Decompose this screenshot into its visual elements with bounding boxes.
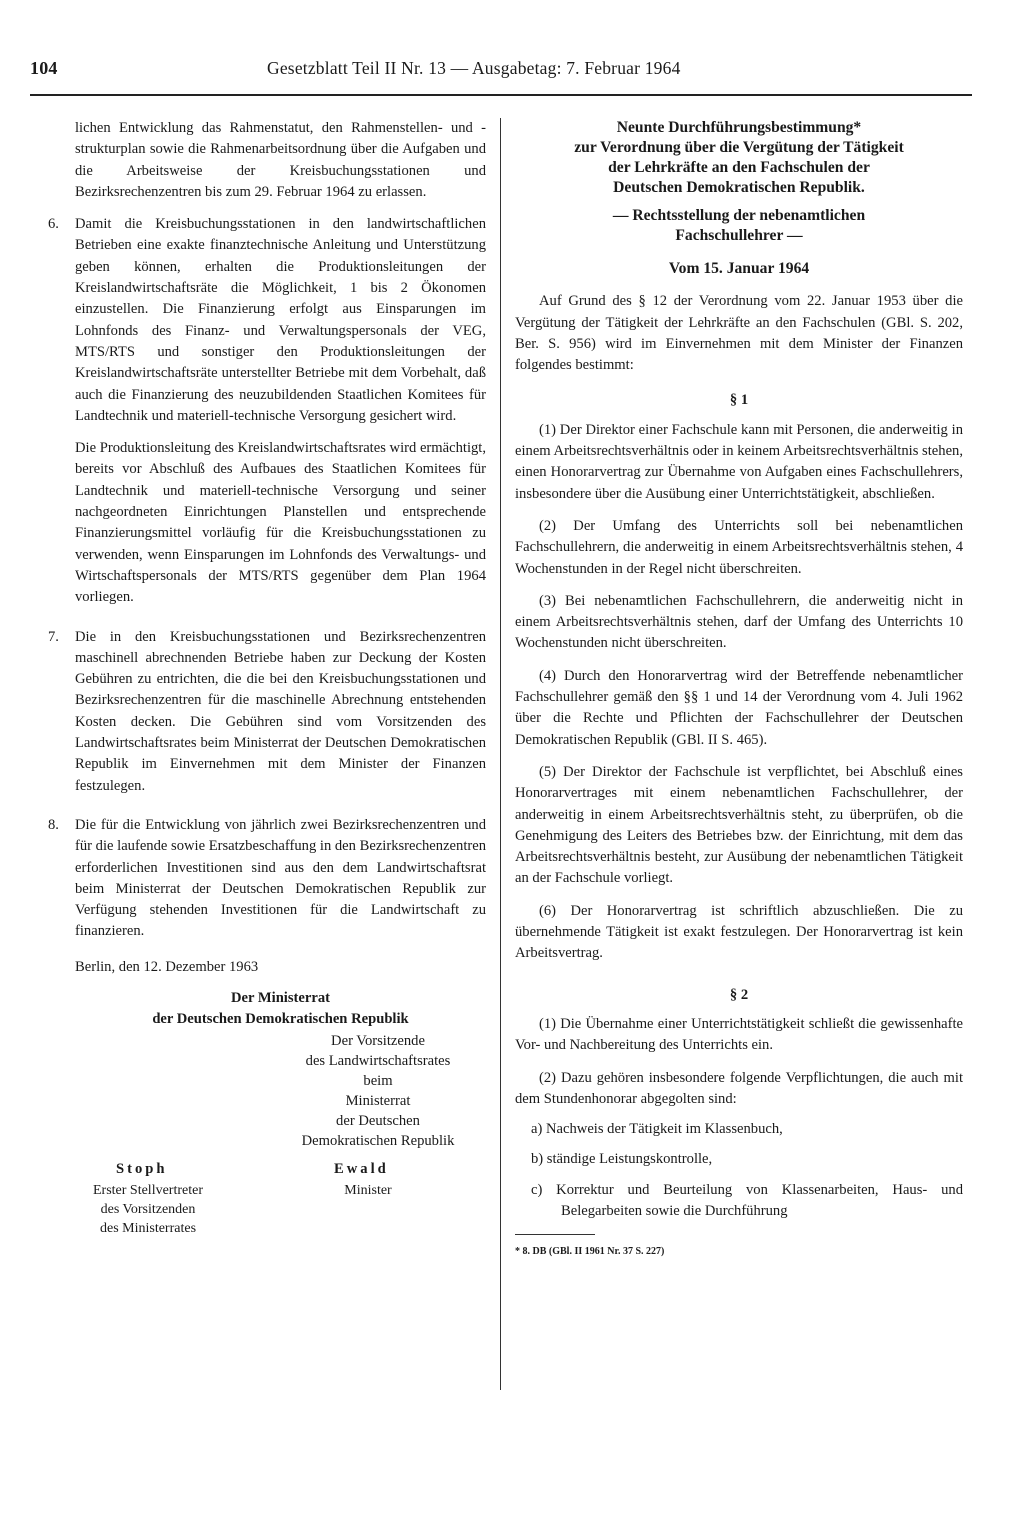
section-1-paragraph-1: (1) Der Direktor einer Fachschule kann mit Personen, die anderweitig in einem Arbeitsrechtsverhältnis oder in keinem Arbeitsrechtsverhältnis stehen, einen Honorarvertrag zur Übernahme von Aufgaben eines Fachschullehrers, insbesondere über die Ausübung einer Unterrichtstätigkeit, abschließen. [515, 421, 963, 502]
subtitle-line: Fachschullehrer — [675, 227, 803, 244]
section-1-paragraph-3: (3) Bei nebenamtlichen Fachschullehrern, die anderweitig nicht in einem Arbeitsrechtsverhältnis stehen, darf der Umfang des Unterrichts 10 Wochenstunden nicht überschreiten. [515, 592, 963, 652]
section-1-paragraph-2: (2) Der Umfang des Unterrichts soll bei nebenamtlichen Fachschullehrern, die anderweitig in einem Arbeitsrechtsverhältnis stehen, 4 Wochenstunden in der Regel nicht überschreiten. [515, 517, 963, 577]
list-item-6 [48, 214, 486, 427]
signatory-title-ewald [318, 1181, 418, 1200]
document-date: Vom 15. Januar 1964 [668, 260, 810, 277]
list-item-7 [48, 627, 486, 797]
list-item-a: a) Nachweis der Tätigkeit im Klassenbuch, [531, 1121, 783, 1138]
running-head: Gesetzblatt Teil II Nr. 13 — Ausgabetag: 7. Februar 1964 [267, 58, 681, 78]
chairman-title-line: Demokratischen Republik [301, 1132, 455, 1149]
right-column [515, 118, 963, 1263]
chairman-title-line: Der Vorsitzende [331, 1032, 425, 1049]
item-6-paragraph-2: Die Produktionsleitung des Kreislandwirtschaftsrates wird ermächtigt, bereits vor Abschluß des Aufbaues des Staatlichen Komitees für Landtechnik und materiell-technische Versorgung und seiner nachgeordneten Einrichtungen Planstellen und entsprechende Finanzierungsmittel vorläufig für die Kreisbuchungsstationen zu verwenden, wenn Einsparungen im Lohnfonds des Verwaltungs- und Wirtschaftspersonals der MTS/RTS gegenüber dem Plan 1964 vorliegen. [75, 440, 486, 606]
section-1-paragraph-4: (4) Durch den Honorarvertrag wird der Betreffende nebenamtlicher Fachschullehrer gemäß den §§ 1 und 14 der Verordnung vom 4. Juli 1962 über die Rechte und Pflichten der Fachschullehrer der Deutschen Demokratischen Republik (GBl. II S. 465). [515, 667, 963, 748]
chairman-title-line: des Landwirtschaftsrates [305, 1052, 451, 1069]
chairman-title [258, 1031, 498, 1151]
signatory-name-stoph: Stoph [116, 1160, 168, 1177]
signatory-name-ewald: Ewald [334, 1160, 389, 1177]
item-number: 6. [48, 216, 59, 233]
subtitle-line: — Rechtsstellung der nebenamtlichen [612, 207, 866, 224]
title-line: Neunte Durchführungsbestimmung* [616, 119, 862, 136]
signatory-org-line-1: Der Ministerrat [230, 989, 330, 1006]
header-rule [30, 94, 972, 96]
left-column [48, 118, 487, 1236]
document-title [515, 118, 963, 198]
title-line: des Ministerrates [99, 1220, 197, 1236]
item-number: 7. [48, 628, 59, 645]
footnote-rule [515, 1234, 595, 1235]
item-text: Die in den Kreisbuchungsstationen und Bezirksrechenzentren maschinell abrechnenden Betriebe haben zur Deckung der Kosten Gebühren zu entrichten, die die bei den Kreisbuchungsstationen und Bezirksrechenzentren für die maschinelle Abrechnung entstehenden Kosten decken. Die Gebühren sind vom Vorsitzenden des Landwirtschaftsrates beim Ministerrat der Deutschen Demokratischen Republik im Einvernehmen mit dem Minister der Finanzen festzulegen. [75, 628, 486, 794]
intro-paragraph: Auf Grund des § 12 der Verordnung vom 22. Januar 1953 über die Vergütung der Tätigkeit der Lehrkräfte an den Fachschulen (GBl. S. 202, Ber. S. 956) wird im Einvernehmen mit dem Minister der Finanzen folgendes bestimmt: [515, 293, 963, 374]
section-2-paragraph-1: (1) Die Übernahme einer Unterrichtstätigkeit schließt die gewissenhafte Vor- und Nachbereitung des Unterrichts ein. [515, 1015, 963, 1054]
section-1-paragraph-6: (6) Der Honorarvertrag ist schriftlich abzuschließen. Die zu übernehmende Tätigkeit ist exakt festzulegen. Der Honorarvertrag ist kein Arbeitsvertrag. [515, 902, 963, 962]
place-date: Berlin, den 12. Dezember 1963 [75, 958, 259, 975]
item-number: 8. [48, 816, 59, 833]
section-heading-1: § 1 [729, 392, 749, 409]
signatory-title-stoph [58, 1181, 238, 1238]
title-line: des Vorsitzenden [100, 1201, 196, 1217]
list-item-c: c) Korrektur und Beurteilung von Klassenarbeiten, Haus- und Belegarbeiten sowie die Durchführung [531, 1181, 963, 1219]
list-item-b: b) ständige Leistungskontrolle, [531, 1151, 713, 1168]
signature-block [48, 1031, 486, 1236]
list-item-8 [48, 815, 486, 943]
title-line: zur Verordnung über die Vergütung der Tätigkeit [574, 139, 904, 156]
chairman-title-line: der Deutschen [336, 1112, 420, 1129]
signatory-org-line-2: der Deutschen Demokratischen Republik [152, 1011, 409, 1028]
document-subtitle [515, 206, 963, 246]
title-line: Minister [344, 1182, 392, 1198]
page-number: 104 [30, 58, 58, 78]
chairman-title-line: Ministerrat [345, 1092, 411, 1109]
section-1-paragraph-5: (5) Der Direktor der Fachschule ist verpflichtet, bei Abschluß eines Honorarvertrages mit einem nebenamtlichen Fachschullehrer, der anderweitig in einem Arbeitsrechtsverhältnis steht, zu überprüfen, ob die Genehmigung des Leiters des Betriebes bzw. der Einrichtung, mit dem das Arbeitsrechtsverhältnis besteht, zur Ausübung der nebenamtlichen Tätigkeit an der Fachschule vorliegt. [515, 763, 963, 887]
chairman-title-line: beim [363, 1072, 393, 1089]
title-line: der Lehrkräfte an den Fachschulen der [608, 159, 870, 176]
item-text: Die für die Entwicklung von jährlich zwei Bezirksrechenzentren und für die laufende sowie Ersatzbeschaffung in den Bezirksrechenzentren erforderlichen Investitionen sind aus den dem Landwirtschaftsrat beim Ministerrat der Deutschen Demokratischen Republik zur Verfügung stehenden Investitionen für die Landwirtschaft zu finanzieren. [75, 816, 487, 940]
continued-paragraph: lichen Entwicklung das Rahmenstatut, den Rahmenstellen- und -strukturplan sowie die Rahmenarbeitsordnung über die Aufgaben und die Arbeitsweise der Kreisbuchungsstationen und Bezirksrechenzentren bis zum 29. Februar 1964 zu erlassen. [75, 120, 486, 200]
column-divider [500, 118, 501, 1390]
title-line: Erster Stellvertreter [92, 1182, 203, 1198]
section-heading-2: § 2 [729, 986, 749, 1003]
item-text: Damit die Kreisbuchungsstationen in den landwirtschaftlichen Betrieben eine exakte finanztechnische Anleitung und Unterstützung geben können, erhalten die Produktionsleitungen der Kreislandwirtschaftsräte die Möglichkeit, 1 bis 2 Ökonomen einzustellen. Die Finanzierung erfolgt aus Einsparungen im Lohnfonds des Finanz- und Verwaltungspersonals der VEG, MTS/RTS und sonstiger den Produktionsleitungen der Kreislandwirtschaftsräte unterstellter Betriebe mit dem Vorbehalt, daß auch die Finanzierung des neuzubildenden Staatlichen Komitees für Landtechnik und materiell-technische Versorgung gesichert wird. [75, 216, 486, 424]
section-2-paragraph-2: (2) Dazu gehören insbesondere folgende Verpflichtungen, die auch mit dem Stundenhonorar abgegolten sind: [515, 1069, 963, 1107]
title-line: Deutschen Demokratischen Republik. [613, 179, 865, 196]
footnote: * 8. DB (GBl. II 1961 Nr. 37 S. 227) [515, 1246, 665, 1258]
